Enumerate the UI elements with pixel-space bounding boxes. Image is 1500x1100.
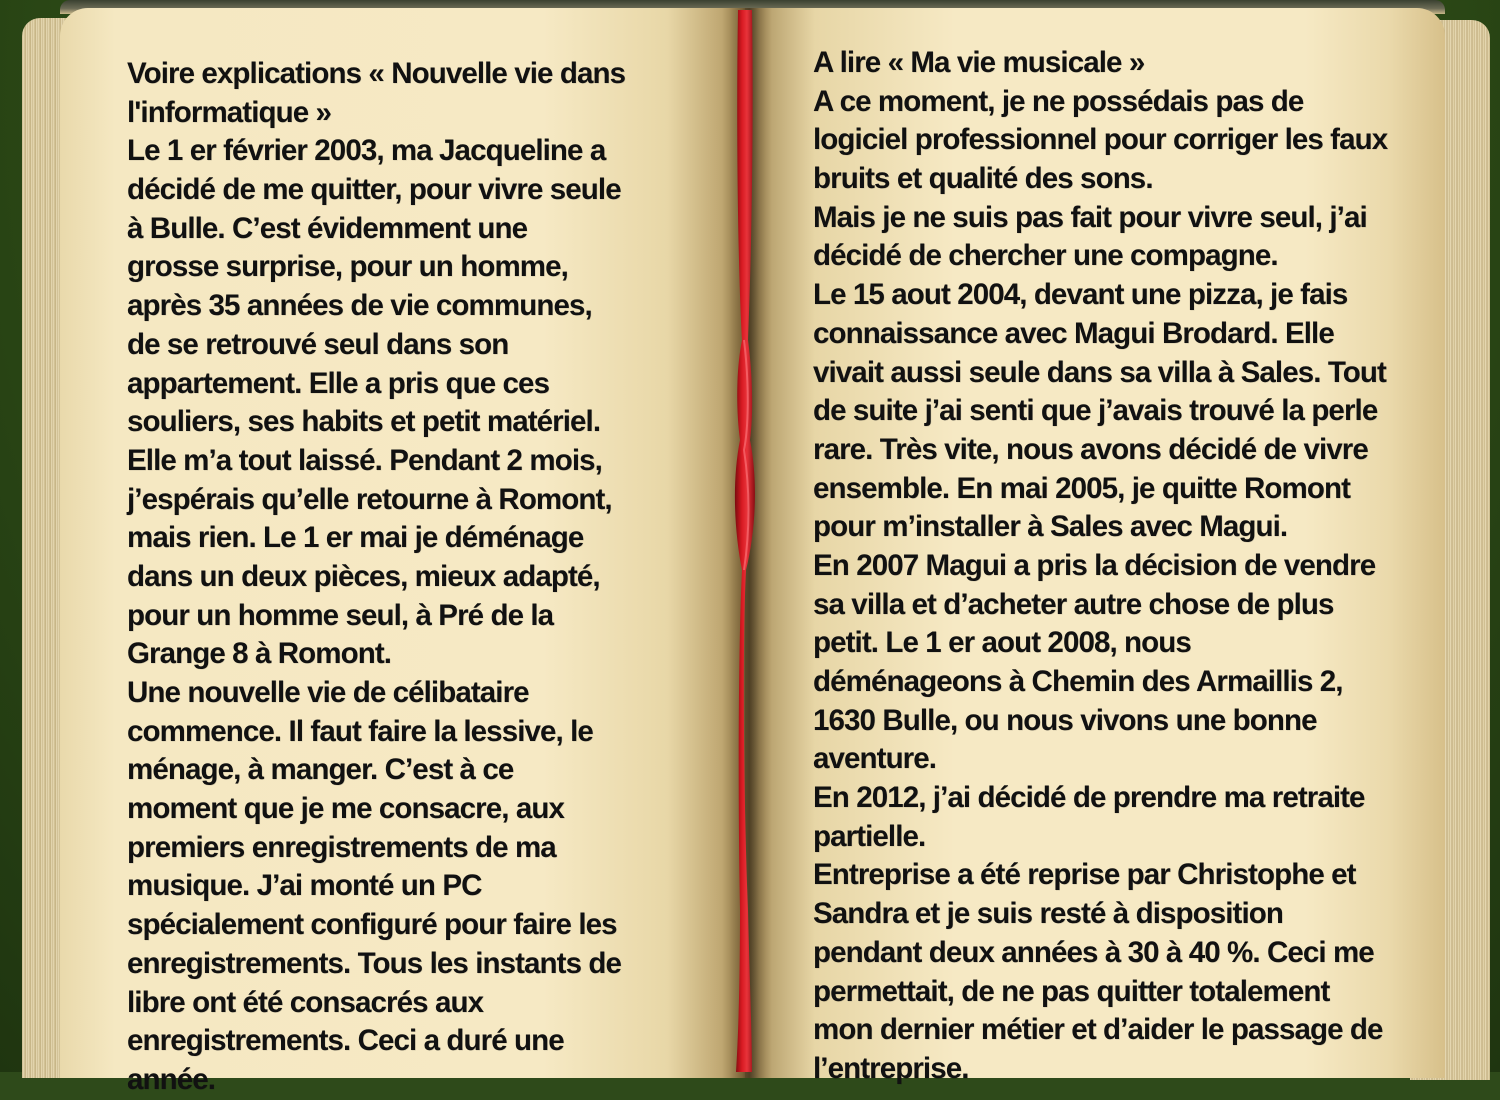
left-page-line: premiers enregistrements de ma xyxy=(127,830,556,864)
left-page-line: mais rien. Le 1 er mai je déménage xyxy=(127,521,584,555)
left-page-line: commence. Il faut faire la lessive, le xyxy=(127,714,593,748)
left-page-line: de se retrouvé seul dans son xyxy=(127,327,509,361)
left-page-line: à Bulle. C’est évidemment une xyxy=(127,211,528,245)
right-page-line: Entreprise a été reprise par Christophe et xyxy=(813,858,1356,892)
right-page-line: Sandra et je suis resté à disposition xyxy=(813,897,1284,931)
right-page-line: Le 15 aout 2004, devant une pizza, je fais xyxy=(813,278,1348,312)
right-page-line: partielle. xyxy=(813,819,926,853)
right-page-text xyxy=(813,44,1387,1089)
left-page-line: spécialement configuré pour faire les xyxy=(127,908,617,942)
right-page-line: bruits et qualité des sons. xyxy=(813,162,1153,196)
right-page-line: pendant deux années à 30 à 40 %. Ceci me xyxy=(813,935,1374,969)
right-page-line: l’entreprise. xyxy=(813,1051,969,1085)
left-page-text xyxy=(127,55,625,1100)
right-page-line: sa villa et d’acheter autre chose de plus xyxy=(813,587,1334,621)
bookmark-ribbon xyxy=(730,10,760,1072)
right-page-line: Mais je ne suis pas fait pour vivre seul, j’ai xyxy=(813,200,1367,234)
right-page-line: connaissance avec Magui Brodard. Elle xyxy=(813,316,1334,350)
right-page-line: petit. Le 1 er aout 2008, nous xyxy=(813,626,1191,660)
left-page-line: libre ont été consacrés aux xyxy=(127,985,484,1019)
left-page-line: après 35 années de vie communes, xyxy=(127,289,592,323)
right-page-line: aventure. xyxy=(813,742,937,776)
right-page-line: de suite j’ai senti que j’avais trouvé la perle xyxy=(813,394,1378,428)
right-page-line: ensemble. En mai 2005, je quitte Romont xyxy=(813,471,1351,505)
left-page-line: moment que je me consacre, aux xyxy=(127,792,564,826)
right-page-line: mon dernier métier et d’aider le passage de xyxy=(813,1013,1383,1047)
right-page-line: En 2012, j’ai décidé de prendre ma retraite xyxy=(813,781,1365,815)
left-page-line: grosse surprise, pour un homme, xyxy=(127,250,568,284)
left-page-line: Elle m’a tout laissé. Pendant 2 mois, xyxy=(127,443,602,477)
right-page-line: logiciel professionnel pour corriger les faux xyxy=(813,123,1388,157)
right-page-line: permettait, de ne pas quitter totalement xyxy=(813,974,1330,1008)
left-page-line: dans un deux pièces, mieux adapté, xyxy=(127,559,600,593)
left-page-line: enregistrements. Tous les instants de xyxy=(127,946,622,980)
left-page-line: pour un homme seul, à Pré de la xyxy=(127,598,554,632)
right-page-line: A ce moment, je ne possédais pas de xyxy=(813,84,1304,118)
left-page-line: l'informatique » xyxy=(127,95,332,129)
left-page-line: j’espérais qu’elle retourne à Romont, xyxy=(127,482,612,516)
left-page-line: appartement. Elle a pris que ces xyxy=(127,366,550,400)
left-page-line: année. xyxy=(127,1062,216,1096)
left-page-line: Une nouvelle vie de célibataire xyxy=(127,676,529,709)
right-page-line: déménageons à Chemin des Armaillis 2, xyxy=(813,665,1343,698)
right-page-line: vivait aussi seule dans sa villa à Sales. Tout xyxy=(813,355,1386,389)
left-page-line: musique. J’ai monté un PC xyxy=(127,869,482,903)
right-page-line: En 2007 Magui a pris la décision de vendre xyxy=(813,548,1376,582)
left-page-line: souliers, ses habits et petit matériel. xyxy=(127,405,601,439)
left-page-line: décidé de me quitter, pour vivre seule xyxy=(127,173,621,207)
left-page-line: Voire explications « Nouvelle vie dans xyxy=(127,57,626,90)
left-page-line: Grange 8 à Romont. xyxy=(127,637,392,671)
left-page-line: ménage, à manger. C’est à ce xyxy=(127,753,514,787)
right-page-line: décidé de chercher une compagne. xyxy=(813,239,1278,273)
right-page-line: pour m’installer à Sales avec Magui. xyxy=(813,510,1288,544)
left-page-line: Le 1 er février 2003, ma Jacqueline a xyxy=(127,134,606,168)
left-page-line: enregistrements. Ceci a duré une xyxy=(127,1024,564,1058)
right-page-line: rare. Très vite, nous avons décidé de vivre xyxy=(813,432,1368,466)
right-page-line: 1630 Bulle, ou nous vivons une bonne xyxy=(813,703,1317,737)
right-page-line: A lire « Ma vie musicale » xyxy=(813,46,1145,79)
